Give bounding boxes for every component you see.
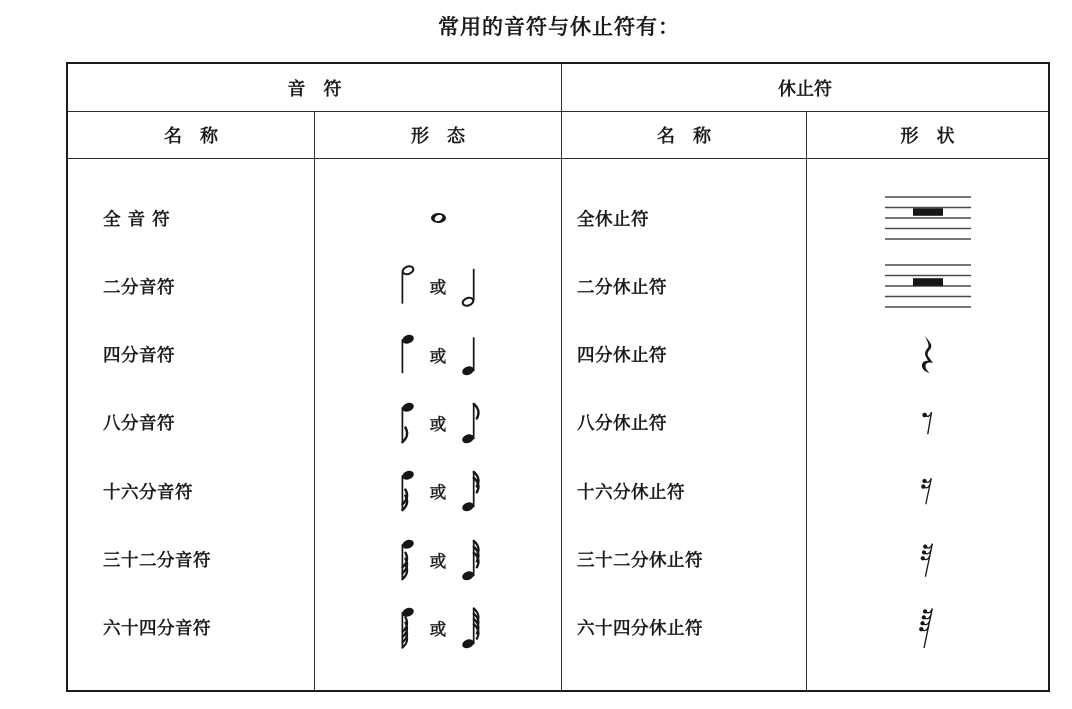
note-name: 四分音符 — [103, 346, 175, 367]
notes-rests-table — [66, 62, 1050, 692]
half-note-stem-down-icon — [394, 264, 415, 308]
note-shape-cell — [315, 525, 561, 593]
section-header-rests: 休止符 — [778, 78, 832, 100]
rest-name: 六十四分休止符 — [577, 619, 703, 640]
section-header-notes: 音 符 — [68, 64, 562, 111]
or-label: 或 — [429, 414, 447, 434]
note-shape-cell — [315, 321, 561, 389]
note-name: 三十二分音符 — [103, 551, 211, 572]
thirty-second-rest-icon — [920, 540, 936, 580]
page-title: 常用的音符与休止符有： — [438, 15, 680, 39]
note-name: 二分音符 — [103, 277, 175, 298]
rest-shape-column — [807, 159, 1048, 690]
rest-shape-cell — [807, 525, 1048, 593]
or-label: 或 — [429, 346, 447, 366]
note-name-column — [68, 159, 315, 690]
sixty-fourth-note-stem-down-icon — [394, 606, 415, 650]
subheader-note-shape: 形 态 — [315, 112, 562, 158]
or-label: 或 — [429, 619, 447, 639]
rest-name: 四分休止符 — [577, 346, 667, 367]
rest-name: 全休止符 — [577, 209, 649, 230]
note-shape-column — [315, 159, 562, 690]
half-note-stem-up-icon — [461, 264, 482, 308]
sixty-fourth-rest-icon — [919, 605, 936, 651]
note-shape-cell — [315, 457, 561, 525]
rest-shape-cell — [807, 184, 1048, 252]
rest-shape-cell — [807, 252, 1048, 320]
subheader-row — [68, 112, 1048, 159]
rest-shape-cell — [807, 389, 1048, 457]
note-name: 八分音符 — [103, 414, 175, 435]
note-shape-cell — [315, 389, 561, 457]
eighth-rest-icon — [921, 409, 935, 437]
rest-name: 三十二分休止符 — [577, 551, 703, 572]
quarter-note-stem-up-icon — [461, 333, 482, 377]
or-label: 或 — [429, 278, 447, 298]
rest-shape-cell — [807, 457, 1048, 525]
subheader-note-name: 名 称 — [68, 112, 315, 158]
rest-name: 二分休止符 — [577, 277, 667, 298]
half-rest-icon — [884, 263, 972, 309]
note-shape-cell — [315, 594, 561, 662]
note-shape-cell — [315, 184, 561, 252]
eighth-note-stem-down-icon — [394, 401, 415, 445]
or-label: 或 — [429, 483, 447, 503]
note-name: 十六分音符 — [103, 482, 193, 503]
table-body — [68, 159, 1048, 690]
rest-name-column — [562, 159, 807, 690]
sixteenth-rest-icon — [920, 475, 935, 507]
sixteenth-note-stem-up-icon — [461, 469, 482, 513]
rest-name: 八分休止符 — [577, 414, 667, 435]
rest-name: 十六分休止符 — [577, 482, 685, 503]
note-shape-cell — [315, 252, 561, 320]
eighth-note-stem-up-icon — [461, 401, 482, 445]
note-name: 六十四分音符 — [103, 619, 211, 640]
whole-rest-icon — [884, 195, 972, 241]
note-name: 全 音 符 — [103, 209, 171, 230]
thirty-second-note-stem-up-icon — [461, 538, 482, 582]
quarter-note-stem-down-icon — [394, 333, 415, 377]
whole-note-icon — [428, 196, 449, 240]
or-label: 或 — [429, 551, 447, 571]
subheader-rest-shape: 形 状 — [900, 126, 955, 147]
sixty-fourth-note-stem-up-icon — [461, 606, 482, 650]
section-header-row — [68, 64, 1048, 112]
sixteenth-note-stem-down-icon — [394, 469, 415, 513]
thirty-second-note-stem-down-icon — [394, 538, 415, 582]
subheader-rest-name: 名 称 — [562, 112, 807, 158]
quarter-rest-icon — [919, 335, 936, 375]
rest-shape-cell — [807, 594, 1048, 662]
rest-shape-cell — [807, 321, 1048, 389]
